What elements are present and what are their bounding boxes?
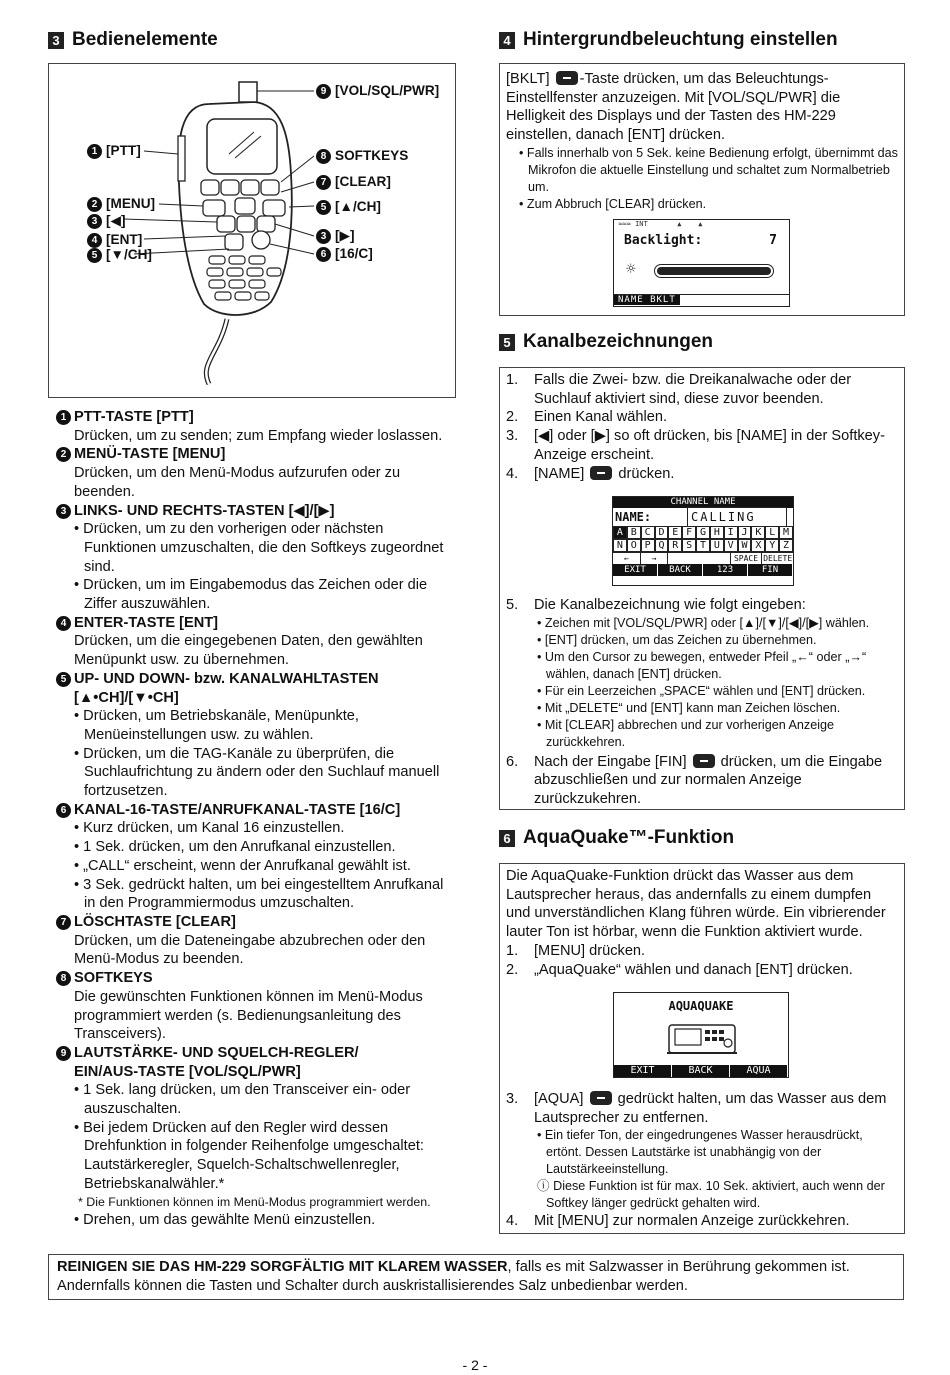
- char-cell[interactable]: Y: [765, 539, 779, 552]
- aquaquake-box: Die AquaQuake-Funktion drückt das Wasser aus dem Lautsprecher heraus, das andernfalls zu einem dumpfen und unverständlichen Klang führen würde. Ein vibrierender lauter Ton ist hörbar, wenn die Funktion aktiviert wurde. 1. [MENU] drücken. 2. „AquaQuake“ wählen und danach [ENT] drücken. AQUAQUAKE EXIT BACK AQUA 3. [AQUA] gedrückt halten, um das Wasser aus dem Lautsprecher zu entfernen. • Ein tiefer Ton, der eingedrungenes Wasser herausdrückt, ertönt. Dessen Lautstärke ist unabhängig von der Lautstärkeeinstellung. ⓘ Diese Funktion ist für max. 10 Sek. aktiviert, auch wenn der Softkey länger gedrückt gehalten wird. 4. Mit [MENU] zur normalen Anzeige zurückkehren.: [499, 863, 905, 1234]
- minus-key-icon: [590, 466, 612, 480]
- lcd-softkey[interactable]: 123: [703, 564, 748, 576]
- minus-key-icon: [556, 71, 578, 85]
- label-down-ch: 5 [▼/CH]: [87, 246, 152, 265]
- label-left: 3 [◀]: [87, 212, 126, 231]
- char-cell[interactable]: I: [724, 526, 738, 539]
- char-cell[interactable]: U: [710, 539, 724, 552]
- char-cell[interactable]: J: [738, 526, 752, 539]
- section-6-heading: 6 AquaQuake™-Funktion: [499, 829, 734, 848]
- item-left-right: 3 LINKS- UND RECHTS-TASTEN [◀]/[▶] • Drücken, um zu den vorherigen oder nächsten Funktionen umzuschalten, die den Softkeys zugeordnet sind. • Drücken, um im Eingabemodus das Zeichen oder die Ziffer auszuwählen.: [56, 502, 451, 614]
- char-cell[interactable]: W: [738, 539, 752, 552]
- controls-description-list: [56, 408, 451, 1229]
- char-cell[interactable]: D: [655, 526, 669, 539]
- label-menu: 2 [MENU]: [87, 195, 155, 214]
- char-cell[interactable]: Q: [655, 539, 669, 552]
- char-cell[interactable]: X: [751, 539, 765, 552]
- radio-icon: [667, 1017, 737, 1057]
- section-5-heading: 5 Kanalbezeichnungen: [499, 333, 713, 352]
- label-ptt: 1 [PTT]: [87, 142, 141, 161]
- backlight-lcd: ≈≈≈ INT ▲ ▲ Backlight: 7 ☼ NAME BKLT: [613, 219, 790, 307]
- char-cell[interactable]: Z: [779, 539, 793, 552]
- item-ent: 4 ENTER-TASTE [ENT] Drücken, um die eingegebenen Daten, den gewählten Menüpunkt usw. zu übernehmen.: [56, 614, 451, 670]
- backlight-paragraph: [BKLT] -Taste drücken, um das Beleuchtungs-Einstellfenster anzuzeigen. Mit [VOL/SQL/PWR] die Helligkeit des Displays und der Tasten des HM-229 einstellen, danach [ENT] drücken.: [506, 71, 841, 144]
- char-cell[interactable]: F: [682, 526, 696, 539]
- label-16c: 6 [16/C]: [316, 245, 373, 264]
- char-cell[interactable]: V: [724, 539, 738, 552]
- page-number: - 2 -: [462, 1357, 488, 1373]
- char-cell[interactable]: P: [641, 539, 655, 552]
- backlight-level-bar: [654, 264, 774, 278]
- char-cell[interactable]: S: [682, 539, 696, 552]
- char-cell[interactable]: H: [710, 526, 724, 539]
- label-ent: 4 [ENT]: [87, 231, 142, 250]
- item-16c: 6 KANAL-16-TASTE/ANRUFKANAL-TASTE [16/C] • Kurz drücken, um Kanal 16 einzustellen. • 1 Sek. drücken, um den Anrufkanal einzustellen. • „CALL“ erscheint, wenn der Anrufkanal gewählt ist. • 3 Sek. gedrückt halten, um bei eingestelltem Anrufkanal in den Programmiermodus umzuschalten.: [56, 801, 451, 913]
- char-grid-row-2: [613, 539, 793, 552]
- lcd-softkey[interactable]: FIN: [748, 564, 793, 576]
- item-up-down: 5 UP- UND DOWN- bzw. KANALWAHLTASTEN [▲•CH]/[▼•CH] • Drücken, um Betriebskanäle, Menüpunkte, Menüeinstellungen usw. zu wählen. • Drücken, um die TAG-Kanäle zu überprüfen, die Suchlaufrichtung zu ändern oder den Suchlauf manuell fortzusetzen.: [56, 670, 451, 801]
- channel-name-lcd: CHANNEL NAME NAME: CALLING A B C D E F G H I J K L M N O P Q R S T U V W X Y Z ← → SPACE DELETE EXIT BACK 123 FIN: [612, 496, 794, 586]
- microphone-illustration-box: [48, 63, 456, 398]
- char-cell[interactable]: K: [751, 526, 765, 539]
- section-4-heading: 4 Hintergrundbeleuchtung einstellen: [499, 31, 838, 50]
- lcd-softkey[interactable]: EXIT: [613, 564, 658, 576]
- char-cell[interactable]: B: [627, 526, 641, 539]
- cleaning-notice: REINIGEN SIE DAS HM-229 SORGFÄLTIG MIT KLAREM WASSER, falls es mit Salzwasser in Berührung gekommen ist. Andernfalls können die Tasten und Schalter durch auskristallisierendes Salz unbedienbar werden.: [48, 1254, 904, 1300]
- item-softkeys: 8 SOFTKEYS Die gewünschten Funktionen können im Menü-Modus programmiert werden (s. Bedienungsanleitung des Transceivers).: [56, 969, 451, 1044]
- lcd-softkey-bar: [613, 564, 793, 576]
- char-cell[interactable]: L: [765, 526, 779, 539]
- label-right: 3 [▶]: [316, 227, 355, 246]
- lcd-softkey[interactable]: BACK: [672, 1065, 730, 1077]
- item-ptt: 1 PTT-TASTE [PTT] Drücken, um zu senden; zum Empfang wieder loslassen.: [56, 408, 451, 445]
- aquaquake-lcd: AQUAQUAKE EXIT BACK AQUA: [613, 992, 789, 1078]
- minus-key-icon: [590, 1091, 612, 1105]
- item-vol-sql-pwr: 9 LAUTSTÄRKE- UND SQUELCH-REGLER/ EIN/AUS-TASTE [VOL/SQL/PWR] • 1 Sek. lang drücken, um den Transceiver ein- oder auszuschalten. • Bei jedem Drücken auf den Regler wird dessen Drehfunktion in folgender Reihenfolge umgeschaltet: Lautstärkeregler, Squelch-Schaltschwellenregler, Betriebskanalwähler.* * Die Funktionen können im Menü-Modus programmiert werden. • Drehen, um das gewählte Menü einzustellen.: [56, 1044, 451, 1229]
- sun-icon: ☼: [626, 259, 636, 278]
- label-softkeys: 8 SOFTKEYS: [316, 147, 408, 166]
- item-menu: 2 MENÜ-TASTE [MENU] Drücken, um den Menü-Modus aufzurufen oder zu beenden.: [56, 445, 451, 501]
- lcd-softkey[interactable]: BACK: [658, 564, 703, 576]
- char-cell[interactable]: C: [641, 526, 655, 539]
- lcd-softkey[interactable]: EXIT: [614, 1065, 672, 1077]
- backlight-box: [BKLT] -Taste drücken, um das Beleuchtungs-Einstellfenster anzuzeigen. Mit [VOL/SQL/PWR] die Helligkeit des Displays und der Tasten des HM-229 einstellen, danach [ENT] drücken. • Falls innerhalb von 5 Sek. keine Bedienung erfolgt, übernimmt das Mikrofon die aktuelle Einstellung und schaltet zum Normalbetrieb um. • Zum Abbruch [CLEAR] drücken. ≈≈≈ INT ▲ ▲ Backlight: 7 ☼ NAME BKLT: [499, 63, 905, 316]
- channel-name-box: 1. Falls die Zwei- bzw. die Dreikanalwache oder der Suchlauf aktiviert sind, diese zuvor beenden. 2. Einen Kanal wählen. 3. [◀] oder [▶] so oft drücken, bis [NAME] in der Softkey-Anzeige erscheint. 4. [NAME] drücken. CHANNEL NAME NAME: CALLING A B C D E F G H I J K L M N O P Q R S T U V W X Y Z ← → SPACE DELETE EXIT BACK 123 FIN 5. Die Kanalbezeichnung wie folgt eingeben: • Zeichen mit [VOL/SQL/PWR] oder [▲]/[▼]/[◀]/[▶] wählen. • [ENT] drücken, um das Zeichen zu übernehmen. • Um den Cursor zu bewegen, entweder Pfeil „←“ oder „→“ wählen, danach [ENT] drücken. • Für ein Leerzeichen „SPACE“ wählen und [ENT] drücken. • Mit „DELETE“ und [ENT] kann man Zeichen löschen. • Mit [CLEAR] abbrechen und zur vorherigen Anzeige zurückkehren. 6. Nach der Eingabe [FIN] drücken, um die Eingabe abzuschließen und zur normalen Anzeige zurückzukehren.: [499, 367, 905, 810]
- char-cell[interactable]: A: [613, 526, 627, 539]
- char-cell[interactable]: E: [668, 526, 682, 539]
- section-3-heading: [48, 31, 218, 50]
- char-cell[interactable]: O: [627, 539, 641, 552]
- char-cell[interactable]: R: [668, 539, 682, 552]
- lcd-softkey-bar: [614, 1065, 788, 1077]
- minus-key-icon: [693, 754, 715, 768]
- item-clear: 7 LÖSCHTASTE [CLEAR] Drücken, um die Dateneingabe abzubrechen oder den Menü-Modus zu beenden.: [56, 913, 451, 969]
- char-cell[interactable]: T: [696, 539, 710, 552]
- char-cell[interactable]: G: [696, 526, 710, 539]
- label-vol-sql-pwr: 9 [VOL/SQL/PWR]: [316, 82, 439, 101]
- lcd-softkey[interactable]: AQUA: [730, 1065, 788, 1077]
- char-cell[interactable]: M: [779, 526, 793, 539]
- section-title: Bedienelemente: [72, 29, 218, 50]
- label-clear: 7 [CLEAR]: [316, 173, 391, 192]
- char-grid-row-1: [613, 526, 793, 539]
- section-number: 3: [48, 32, 64, 49]
- label-up-ch: 5 [▲/CH]: [316, 198, 381, 217]
- char-cell[interactable]: N: [613, 539, 627, 552]
